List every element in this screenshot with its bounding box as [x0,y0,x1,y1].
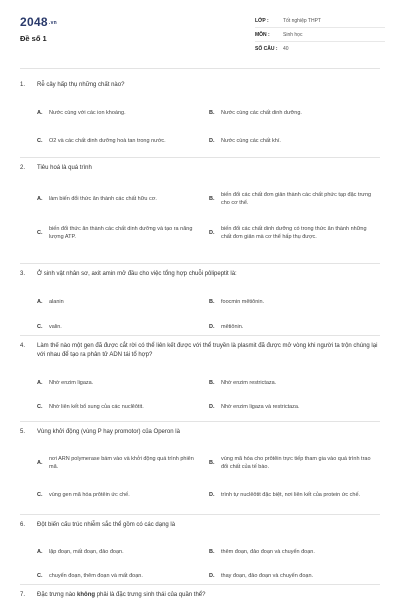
meta-value: Sinh học [283,31,303,38]
divider [20,68,380,69]
question-3 [20,270,380,339]
option-a[interactable]: A. làm biến đổi thức ăn thành các chất hữu cơ. [37,196,157,202]
question-number: 5. [20,429,26,435]
question-number: 3. [20,271,26,277]
question-number: 1. [20,82,26,88]
brand-logo[interactable] [20,15,57,29]
option-d[interactable]: D. thay đoạn, đảo đoạn và chuyển đoạn. [209,573,314,579]
option-a[interactable]: A. nơi ARN polymerase bám vào và khởi động quá trình phiên mã. [37,456,194,470]
divider [20,584,380,585]
option-a[interactable]: A. lặp đoạn, mất đoạn, đảo đoạn. [37,549,124,555]
divider [20,514,380,515]
question-5 [20,428,380,511]
question-1 [20,81,380,155]
question-number: 7. [20,592,26,598]
option-c[interactable]: C. Nhờ liên kết bổ sung của các nuclêôtit. [37,404,144,410]
meta-value: 40 [283,46,289,52]
option-c[interactable]: C. O2 và các chất dinh dưỡng hoà tan trong nước. [37,138,166,144]
option-d[interactable]: D. Nhờ enzim ligaza và restrictaza. [209,404,300,410]
question-text: Vùng khởi động (vùng P hay promotor) của Operon là [37,429,180,435]
option-c[interactable]: C. biến đổi thức ăn thành các chất dinh dưỡng và tạo ra năng lượng ATP. [37,226,193,240]
exam-header [0,0,400,66]
question-text: Rễ cây hấp thụ những chất nào? [37,82,125,88]
question-number: 2. [20,165,26,171]
option-a[interactable]: A. Nước cùng với các ion khoáng. [37,110,126,116]
question-2 [20,164,380,250]
option-c[interactable]: C. chuyển đoạn, thêm đoạn và mất đoạn. [37,573,143,579]
question-6 [20,521,380,588]
question-text: Đột biến cấu trúc nhiễm sắc thể gồm có các dạng là [37,522,176,528]
meta-key: LỚP : [255,17,269,24]
option-b[interactable]: B. biến đổi các chất đơn giản thành các chất phức tạp đặc trưng cho cơ thể. [209,192,372,206]
exam-meta [255,14,385,56]
meta-value: Tốt nghiệp THPT [283,17,321,24]
exam-title: Đề số 1 [20,34,47,43]
meta-key: MÔN : [255,31,270,38]
question-text: Đặc trưng nào không phải là đặc trưng sinh thái của quần thể? [37,592,206,598]
divider [20,421,380,422]
option-c[interactable]: C. valin. [37,323,62,330]
question-4 [20,342,380,419]
question-7 [20,591,380,600]
question-text: Tiêu hoá là quá trình [37,165,92,171]
option-b[interactable]: B. thêm đoạn, đảo đoạn và chuyển đoạn. [209,549,315,555]
question-text: Ở sinh vật nhân sơ, axit amin mở đầu cho việc tổng hợp chuỗi pôlipeptit là: [37,271,237,277]
option-b[interactable]: B. foocmin mêtiônin. [209,298,265,305]
option-a[interactable]: A. alanin [37,298,64,305]
divider [20,335,380,336]
option-a[interactable]: A. Nhờ enzim ligaza. [37,380,94,386]
option-d[interactable]: D. mêtiônin. [209,323,244,330]
option-d[interactable]: D. biến đổi các chất dinh dưỡng có trong thức ăn thành những chất đơn giản mà cơ thể hấp thụ được. [209,226,367,240]
divider [20,263,380,264]
option-d[interactable]: D. trình tự nuclêôtit đặc biệt, nơi liên kết của protein ức chế. [209,492,361,498]
meta-question-count [255,42,385,56]
brand-suffix: .vn [48,19,58,26]
option-b[interactable]: B. vùng mã hóa cho prôtêin trực tiếp tham gia vào quá trình trao đổi chất của tế bào. [209,456,371,470]
brand-name: 2048 [20,15,48,29]
divider [20,157,380,158]
question-number: 6. [20,522,26,528]
question-text: Làm thế nào một gen đã được cắt rời có thể liên kết được với thể truyền là plasmit đã được mở vòng khi người ta trộn chúng lại với nhau để tạo ra phân tử ADN tái tổ hợp? [37,343,378,358]
emphasis-text: không [77,592,96,598]
meta-key: SỐ CÂU : [255,46,278,52]
option-b[interactable]: B. Nhờ enzim restrictaza. [209,380,277,386]
option-b[interactable]: B. Nước cùng các chất dinh dưỡng. [209,110,302,116]
meta-class [255,14,385,28]
option-d[interactable]: D. Nước cùng các chất khí. [209,138,281,144]
option-c[interactable]: C. vùng gen mã hóa prôtêin ức chế. [37,492,130,498]
question-number: 4. [20,343,26,349]
meta-subject [255,28,385,42]
